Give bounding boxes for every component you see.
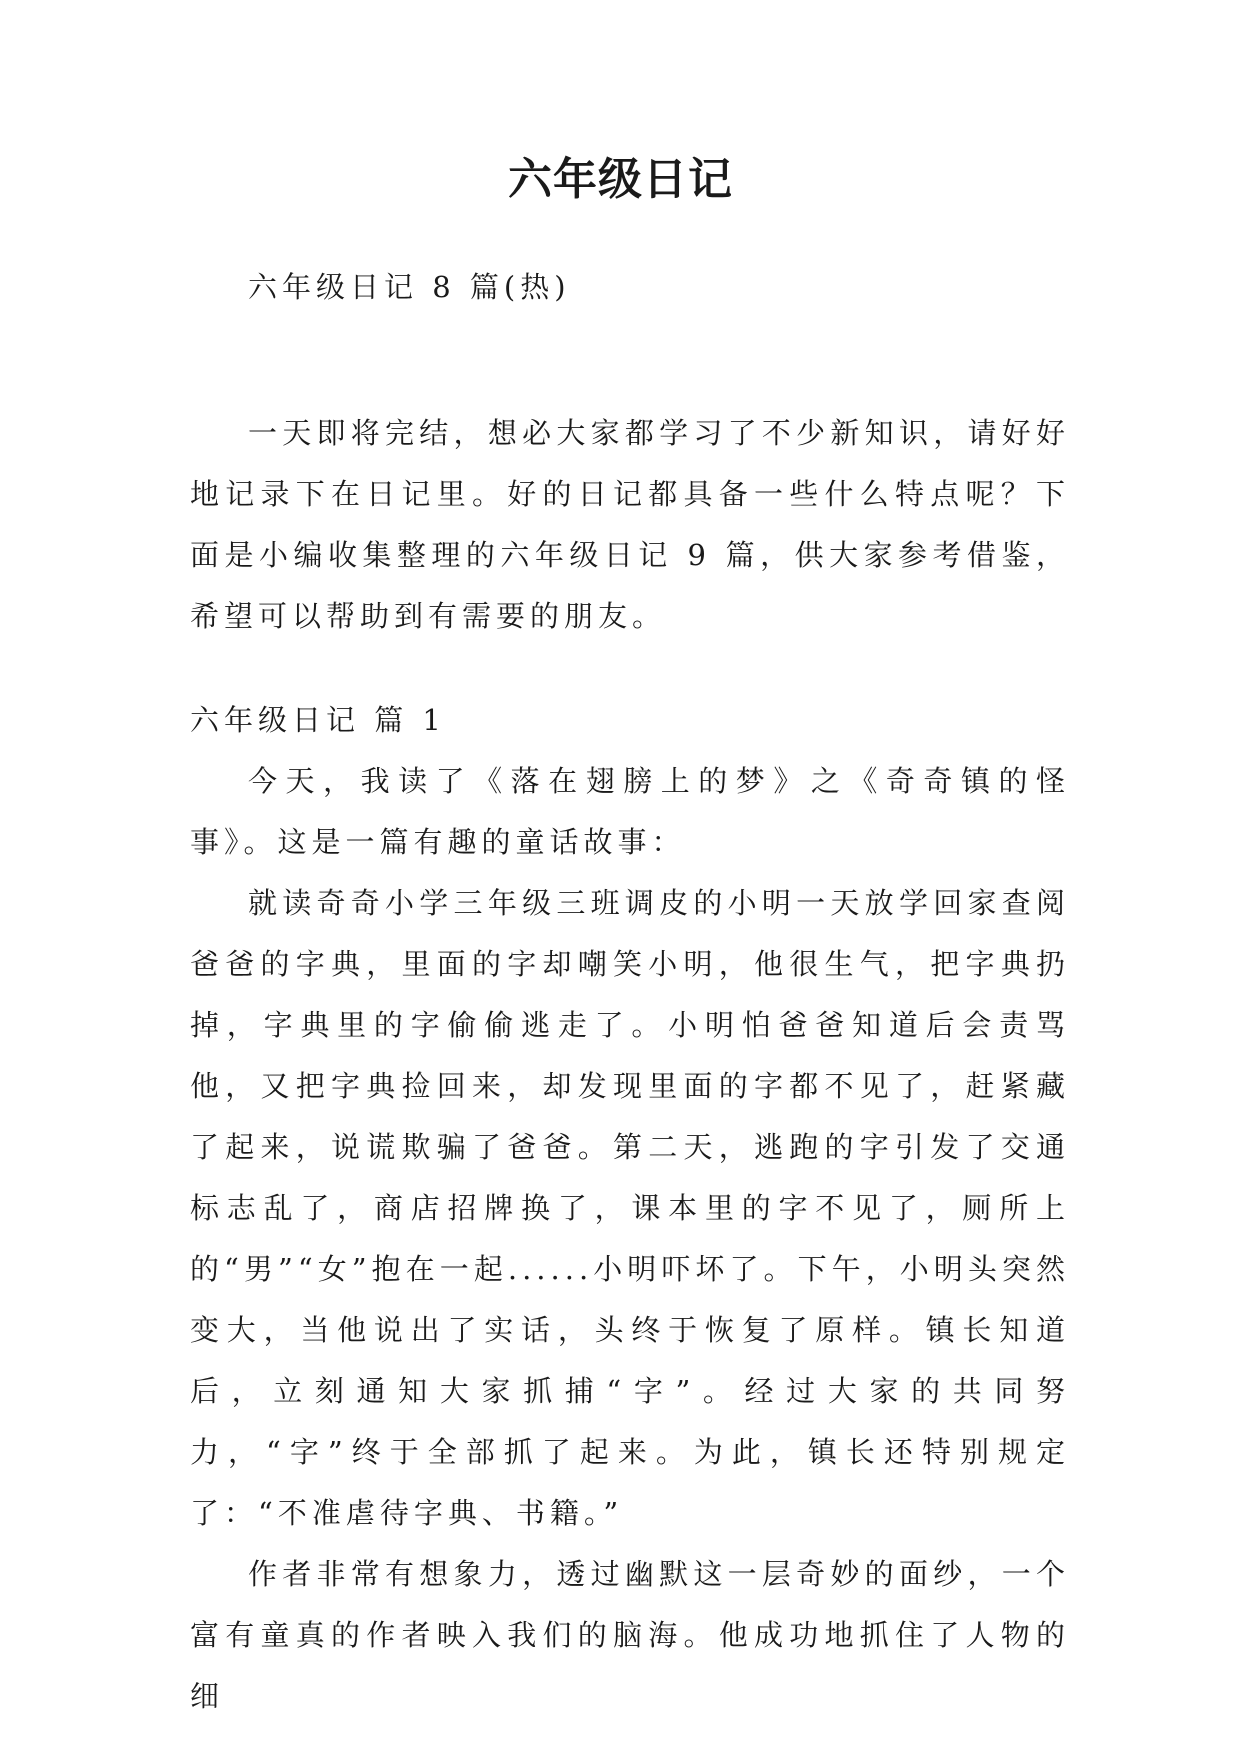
section-paragraph-2: 就读奇奇小学三年级三班调皮的小明一天放学回家查阅爸爸的字典，里面的字却嘲笑小明，他很生气，把字典扔掉，字典里的字偷偷逃走了。小明怕爸爸知道后会责骂他，又把字典捡回来，却发现里面的字都不见了，赶紧藏了起来，说谎欺骗了爸爸。第二天，逃跑的字引发了交通标志乱了，商店招牌换了，课本里的字不见了，厕所上的“男”“女”抱在一起......小明吓坏了。下午，小明头突然变大，当他说出了实话，头终于恢复了原样。镇长知道后，立刻通知大家抓捕“字”。经过大家的共同努力，“字”终于全部抓了起来。为此，镇长还特别规定了：“不准虐待字典、书籍。” xyxy=(190,886,1070,1530)
section-paragraph-1: 今天，我读了《落在翅膀上的梦》之《奇奇镇的怪事》。这是一篇有趣的童话故事： xyxy=(190,764,1070,859)
intro-block xyxy=(190,403,1070,647)
diary-section-1 xyxy=(190,690,1070,1727)
section-heading: 六年级日记 篇 1 xyxy=(190,703,446,737)
page-title: 六年级日记 xyxy=(508,154,733,205)
intro-paragraph: 一天即将完结，想必大家都学习了不少新知识，请好好地记录下在日记里。好的日记都具备一些什么特点呢？下面是小编收集整理的六年级日记 9 篇，供大家参考借鉴，希望可以帮助到有需要的朋友。 xyxy=(190,416,1070,633)
document-subtitle-block xyxy=(190,257,1070,318)
section-paragraph-3: 作者非常有想象力，透过幽默这一层奇妙的面纱，一个富有童真的作者映入我们的脑海。他成功地抓住了人物的细 xyxy=(190,1557,1070,1713)
document-subtitle: 六年级日记 8 篇(热) xyxy=(248,270,571,304)
